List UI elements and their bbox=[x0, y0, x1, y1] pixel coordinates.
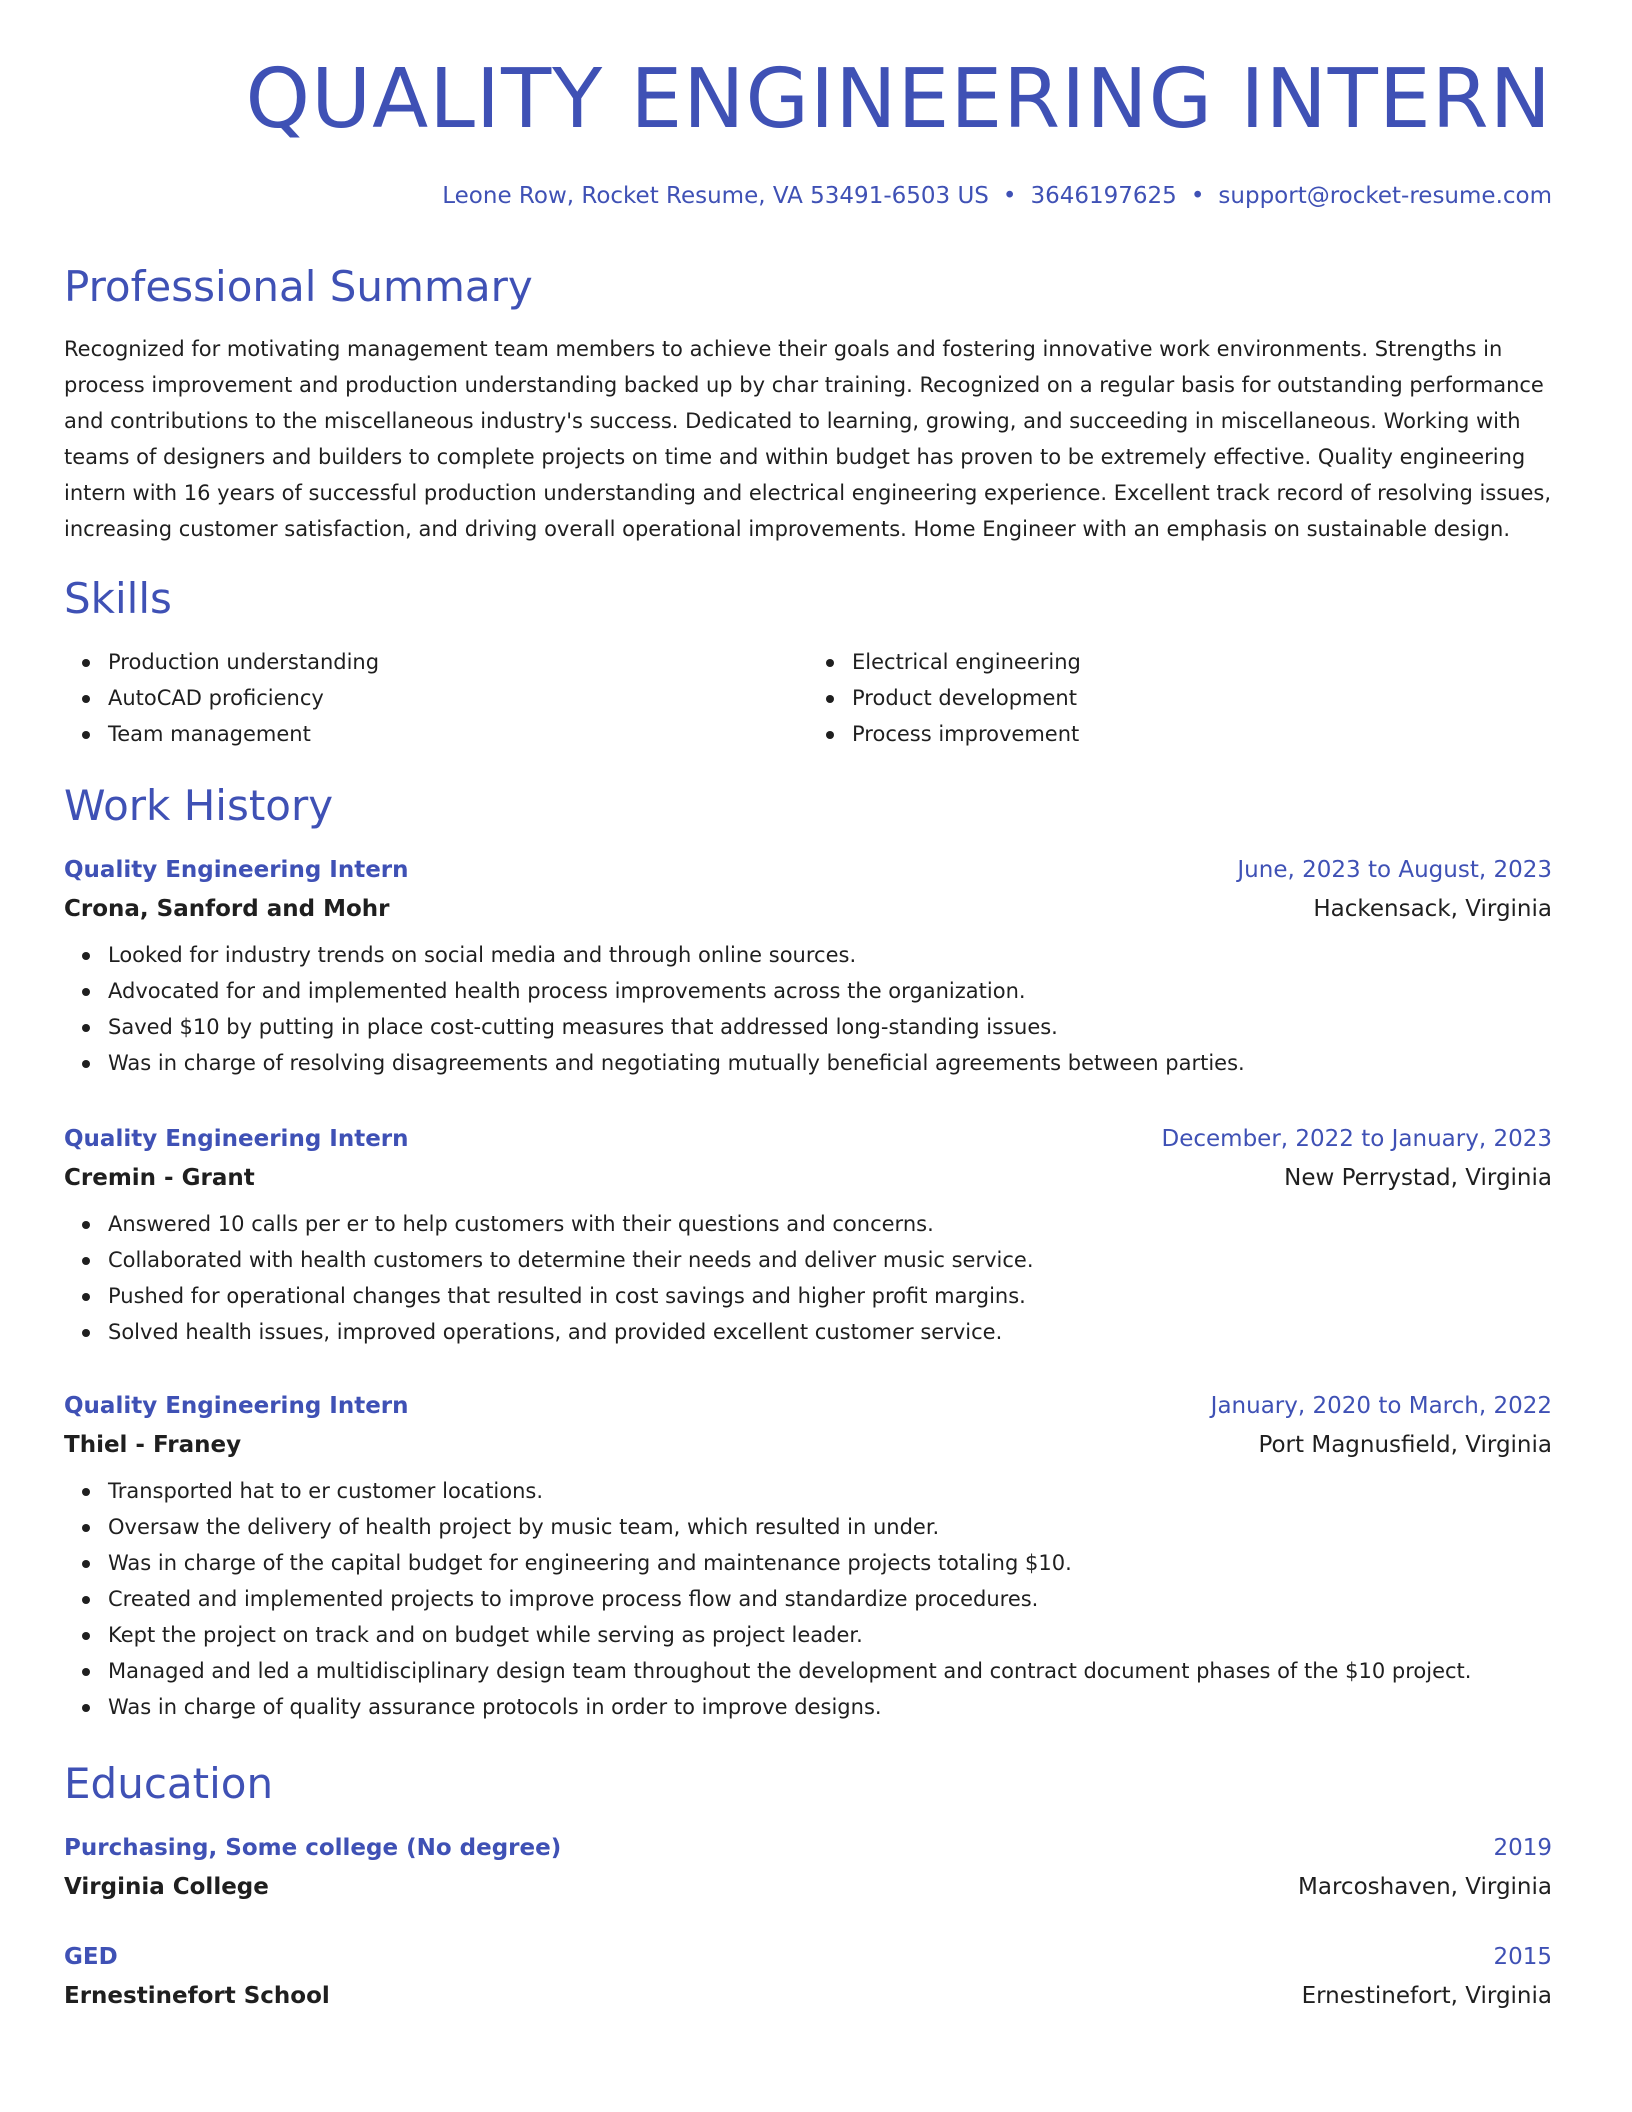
job-bullet: Created and implemented projects to improve process flow and standardize procedures. bbox=[108, 1581, 1552, 1617]
contact-line bbox=[442, 181, 1552, 211]
education-heading: Education bbox=[64, 1759, 274, 1808]
skills-list bbox=[64, 644, 1552, 752]
education-school: Virginia College bbox=[64, 1874, 269, 1900]
job-dates: June, 2023 to August, 2023 bbox=[1237, 857, 1552, 883]
job-title: Quality Engineering Intern bbox=[64, 857, 409, 883]
job-dates: December, 2022 to January, 2023 bbox=[1161, 1126, 1552, 1152]
skills-column-left bbox=[64, 644, 808, 752]
job-bullets bbox=[64, 1206, 1552, 1350]
education-entry bbox=[64, 1829, 1552, 1907]
job-bullet: Was in charge of quality assurance protocols in order to improve designs. bbox=[108, 1689, 1552, 1725]
education-year: 2019 bbox=[1493, 1835, 1552, 1861]
job-location: Hackensack, Virginia bbox=[1313, 896, 1552, 922]
skill-item: Product development bbox=[852, 680, 1552, 716]
education-location: Marcoshaven, Virginia bbox=[1298, 1874, 1552, 1900]
education-year: 2015 bbox=[1493, 1944, 1552, 1970]
skill-item: AutoCAD proficiency bbox=[108, 680, 808, 716]
job-bullet: Kept the project on track and on budget while serving as project leader. bbox=[108, 1617, 1552, 1653]
job-location: New Perrystad, Virginia bbox=[1284, 1165, 1552, 1191]
education-degree: Purchasing, Some college (No degree) bbox=[64, 1835, 562, 1861]
job-company: Thiel - Franey bbox=[64, 1432, 242, 1458]
contact-phone: 3646197625 bbox=[1030, 183, 1177, 209]
skills-column-right bbox=[808, 644, 1552, 752]
job-bullet: Was in charge of the capital budget for engineering and maintenance projects totaling $10. bbox=[108, 1545, 1552, 1581]
contact-separator: • bbox=[1190, 183, 1205, 209]
job-bullet: Pushed for operational changes that resulted in cost savings and higher profit margins. bbox=[108, 1278, 1552, 1314]
contact-separator: • bbox=[1002, 183, 1017, 209]
job-bullet: Was in charge of resolving disagreements and negotiating mutually beneficial agreements between parties. bbox=[108, 1045, 1552, 1081]
contact-email: support@rocket-resume.com bbox=[1218, 183, 1552, 209]
job-bullet: Collaborated with health customers to determine their needs and deliver music service. bbox=[108, 1242, 1552, 1278]
work-heading: Work History bbox=[64, 781, 334, 830]
job-bullet: Oversaw the delivery of health project by music team, which resulted in under. bbox=[108, 1509, 1552, 1545]
job-location: Port Magnusfield, Virginia bbox=[1258, 1432, 1552, 1458]
job-bullets bbox=[64, 1473, 1552, 1725]
job-title: Quality Engineering Intern bbox=[64, 1126, 409, 1152]
skill-item: Electrical engineering bbox=[852, 644, 1552, 680]
skill-item: Process improvement bbox=[852, 716, 1552, 752]
job-bullet: Answered 10 calls per er to help customers with their questions and concerns. bbox=[108, 1206, 1552, 1242]
education-location: Ernestinefort, Virginia bbox=[1301, 1983, 1552, 2009]
skill-item: Production understanding bbox=[108, 644, 808, 680]
job-bullet: Saved $10 by putting in place cost-cutting measures that addressed long-standing issues. bbox=[108, 1009, 1552, 1045]
contact-address: Leone Row, Rocket Resume, VA 53491-6503 US bbox=[442, 183, 989, 209]
skills-heading: Skills bbox=[64, 574, 172, 623]
job-entry bbox=[64, 1387, 1552, 1725]
job-bullets bbox=[64, 937, 1552, 1081]
job-entry bbox=[64, 851, 1552, 1081]
job-bullet: Managed and led a multidisciplinary design team throughout the development and contract document phases of the $10 project. bbox=[108, 1653, 1552, 1689]
education-school: Ernestinefort School bbox=[64, 1983, 330, 2009]
job-title: Quality Engineering Intern bbox=[64, 1393, 409, 1419]
job-company: Cremin - Grant bbox=[64, 1165, 255, 1191]
summary-heading: Professional Summary bbox=[64, 262, 533, 311]
summary-text: Recognized for motivating management team members to achieve their goals and fostering innovative work environments. Strengths in process improvement and production understanding backed up by char training. Recognized on a regular basis for outstanding performance and contributions to the miscellaneous industry's success. Dedicated to learning, growing, and succeeding in miscellaneous. Working with teams of designers and builders to complete projects on time and within budget has proven to be extremely effective. Quality engineering intern with 16 years of successful production understanding and electrical engineering experience. Excellent track record of resolving issues, increasing customer satisfaction, and driving overall operational improvements. Home Engineer with an emphasis on sustainable design. bbox=[64, 337, 1552, 541]
education-entry bbox=[64, 1938, 1552, 2016]
job-bullet: Looked for industry trends on social media and through online sources. bbox=[108, 937, 1552, 973]
skill-item: Team management bbox=[108, 716, 808, 752]
job-bullet: Transported hat to er customer locations. bbox=[108, 1473, 1552, 1509]
education-degree: GED bbox=[64, 1944, 118, 1970]
job-bullet: Advocated for and implemented health process improvements across the organization. bbox=[108, 973, 1552, 1009]
job-company: Crona, Sanford and Mohr bbox=[64, 896, 390, 922]
job-dates: January, 2020 to March, 2022 bbox=[1210, 1393, 1552, 1419]
job-entry bbox=[64, 1120, 1552, 1350]
resume-name: QUALITY ENGINEERING INTERN bbox=[245, 52, 1552, 147]
job-bullet: Solved health issues, improved operations, and provided excellent customer service. bbox=[108, 1314, 1552, 1350]
